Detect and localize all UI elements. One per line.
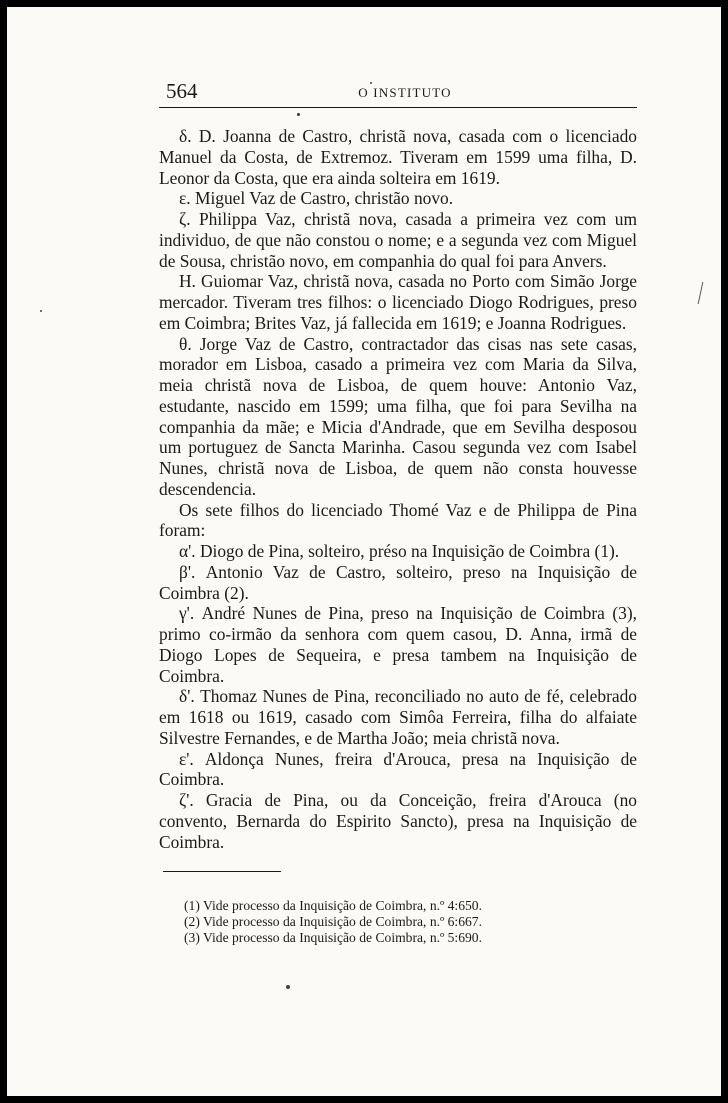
footnotes bbox=[184, 898, 634, 946]
paragraph-zeta-prime: ζ'. Gracia de Pina, ou da Conceição, freira d'Arouca (no convento, Bernarda do Espirito Sancto), presa na Inquisição de Coimbra. bbox=[159, 790, 637, 852]
paragraph-alpha-prime: α'. Diogo de Pina, solteiro, préso na Inquisição de Coimbra (1). bbox=[179, 541, 620, 561]
paragraph-epsilon: ε. Miguel Vaz de Castro, christão novo. bbox=[179, 188, 454, 209]
paragraph-eta: H. Guiomar Vaz, christã nova, casada no Porto com Simão Jorge mercador. Tiveram tres filhos: o licenciado Diogo Rodrigues, preso em Coimbra; Brites Vaz, já fallecida em 1619; e Joanna Rodrigues. bbox=[159, 271, 637, 333]
ink-speck bbox=[40, 310, 42, 312]
header-rule bbox=[159, 107, 637, 108]
body-text bbox=[159, 126, 637, 852]
page-number: 564 bbox=[166, 79, 198, 103]
ink-speck bbox=[370, 82, 372, 84]
paragraph-delta: δ. D. Joanna de Castro, christã nova, casada com o licenciado Manuel da Costa, de Extremoz. Tiveram em 1599 uma filha, D. Leonor da Costa, que era ainda solteira em 1619. bbox=[159, 126, 637, 188]
ink-speck bbox=[286, 985, 290, 989]
paragraph-zeta: ζ. Philippa Vaz, christã nova, casada a primeira vez com um individuo, de que não constou o nome; e a segunda vez com Miguel de Sousa, christão novo, em companhia do qual foi para Anvers. bbox=[159, 209, 637, 271]
footnote-1: (1) Vide processo da Inquisição de Coimbra, n.º 4:650. bbox=[184, 898, 482, 913]
footnote-2: (2) Vide processo da Inquisição de Coimbra, n.º 6:667. bbox=[184, 914, 482, 929]
paragraph-theta: θ. Jorge Vaz de Castro, contractador das cisas nas sete casas, morador em Lisboa, casado a primeira vez com Maria da Silva, meia christã nova de Lisboa, de quem houve: Antonio Vaz, estudante, nascido em 1599; uma filha, que foi para Sevilha na companhia da mãe; e Micia d'Andrade, que em Sevilha desposou um portuguez de Sancta Marinha. Casou segunda vez com Isabel Nunes, christã nova de Lisboa, de quem não consta houvesse descendencia. bbox=[159, 333, 637, 499]
paragraph-gamma-prime: γ'. André Nunes de Pina, preso na Inquisição de Coimbra (3), primo co-irmão da senhora com quem casou, D. Anna, irmã de Diogo Lopes de Sequeira, e presa tambem na Inquisição de Coimbra. bbox=[159, 603, 637, 686]
footnote-3: (3) Vide processo da Inquisição de Coimbra, n.º 5:690. bbox=[184, 930, 482, 945]
paragraph-epsilon-prime: ε'. Aldonça Nunes, freira d'Arouca, presa na Inquisição de Coimbra. bbox=[159, 748, 637, 790]
running-title: O INSTITUTO bbox=[358, 85, 452, 100]
page-header bbox=[166, 79, 644, 107]
paragraph-children-intro: Os sete filhos do licenciado Thomé Vaz e de Philippa de Pina foram: bbox=[159, 499, 637, 541]
paragraph-beta-prime: β'. Antonio Vaz de Castro, solteiro, preso na Inquisição de Coimbra (2). bbox=[159, 561, 637, 603]
footnote-rule bbox=[163, 871, 281, 872]
header-speck bbox=[297, 113, 300, 116]
paragraph-delta-prime: δ'. Thomaz Nunes de Pina, reconciliado no auto de fé, celebrado em 1618 ou 1619, casado com Simôa Ferreira, filha do alfaiate Silvestre Fernandes, e de Martha João; meia christã nova. bbox=[159, 686, 637, 748]
